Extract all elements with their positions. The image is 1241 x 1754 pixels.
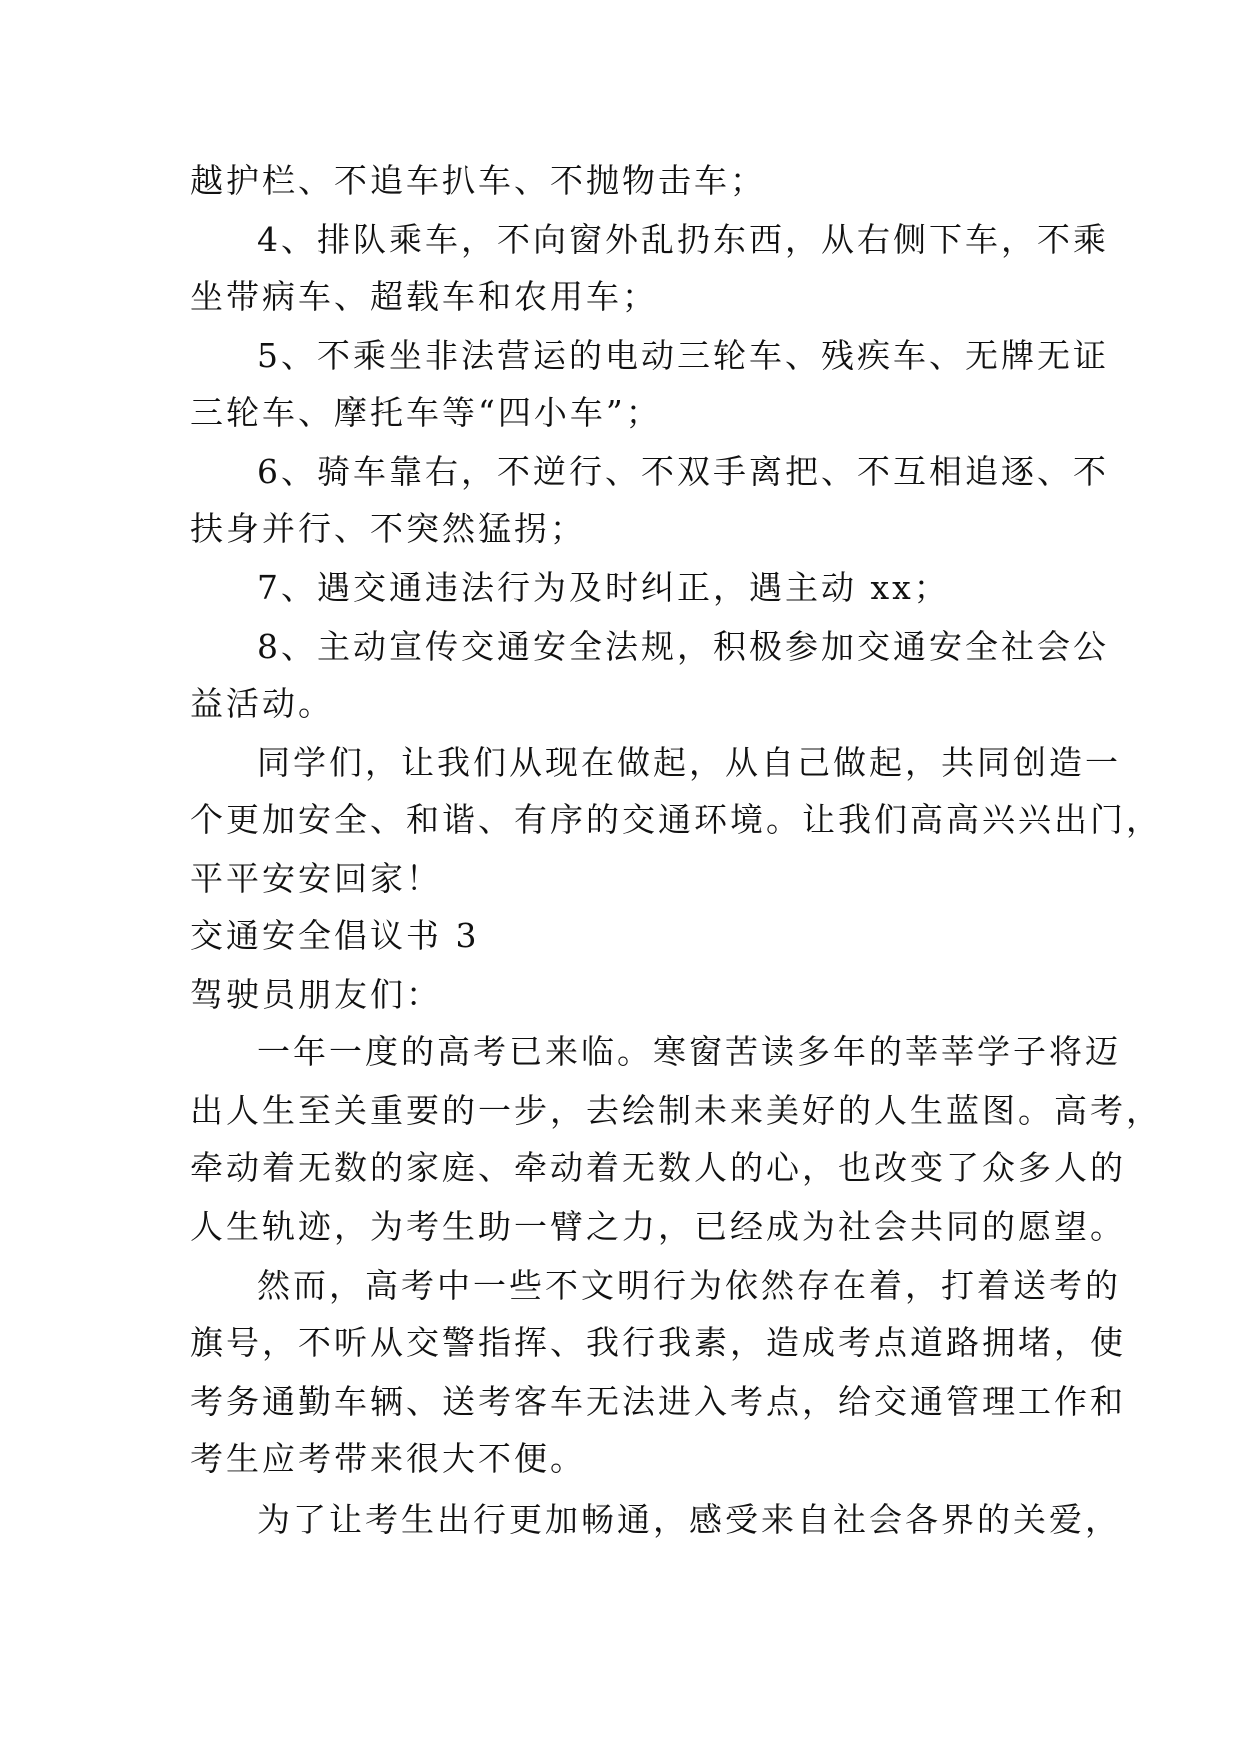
text-line: 越护栏、不追车扒车、不抛物击车； (190, 161, 766, 200)
text-line: 牵动着无数的家庭、牵动着无数人的心，也改变了众多人的 (190, 1148, 1126, 1187)
salutation: 驾驶员朋友们： (190, 975, 442, 1014)
text-line: 益活动。 (190, 684, 334, 723)
text-line: 6、骑车靠右，不逆行、不双手离把、不互相追逐、不 (257, 452, 1109, 491)
text-line: 考生应考带来很大不便。 (190, 1439, 586, 1478)
text-line: 然而，高考中一些不文明行为依然存在着，打着送考的 (257, 1266, 1121, 1305)
text-line: 出人生至关重要的一步，去绘制未来美好的人生蓝图。高考， (190, 1091, 1162, 1130)
text-line: 平平安安回家！ (190, 859, 442, 898)
text-line: 8、主动宣传交通安全法规，积极参加交通安全社会公 (257, 627, 1109, 666)
text-line: 4、排队乘车，不向窗外乱扔东西，从右侧下车，不乘 (257, 220, 1109, 259)
text-line: 旗号，不听从交警指挥、我行我素，造成考点道路拥堵，使 (190, 1323, 1126, 1362)
text-line: 一年一度的高考已来临。寒窗苦读多年的莘莘学子将迈 (257, 1032, 1121, 1071)
text-line: 扶身并行、不突然猛拐； (190, 509, 586, 548)
text-line: 为了让考生出行更加畅通，感受来自社会各界的关爱， (257, 1500, 1121, 1539)
text-line: 5、不乘坐非法营运的电动三轮车、残疾车、无牌无证 (257, 336, 1109, 375)
text-line: 7、遇交通违法行为及时纠正，遇主动 xx； (257, 568, 950, 607)
text-line: 人生轨迹，为考生助一臂之力，已经成为社会共同的愿望。 (190, 1207, 1126, 1246)
section-heading: 交通安全倡议书 3 (190, 916, 480, 955)
text-line: 坐带病车、超载车和农用车； (190, 277, 658, 316)
text-line: 考务通勤车辆、送考客车无法进入考点，给交通管理工作和 (190, 1382, 1126, 1421)
text-line: 个更加安全、和谐、有序的交通环境。让我们高高兴兴出门， (190, 800, 1162, 839)
text-line: 三轮车、摩托车等“四小车”； (190, 393, 662, 432)
text-line: 同学们，让我们从现在做起，从自己做起，共同创造一 (257, 743, 1121, 782)
